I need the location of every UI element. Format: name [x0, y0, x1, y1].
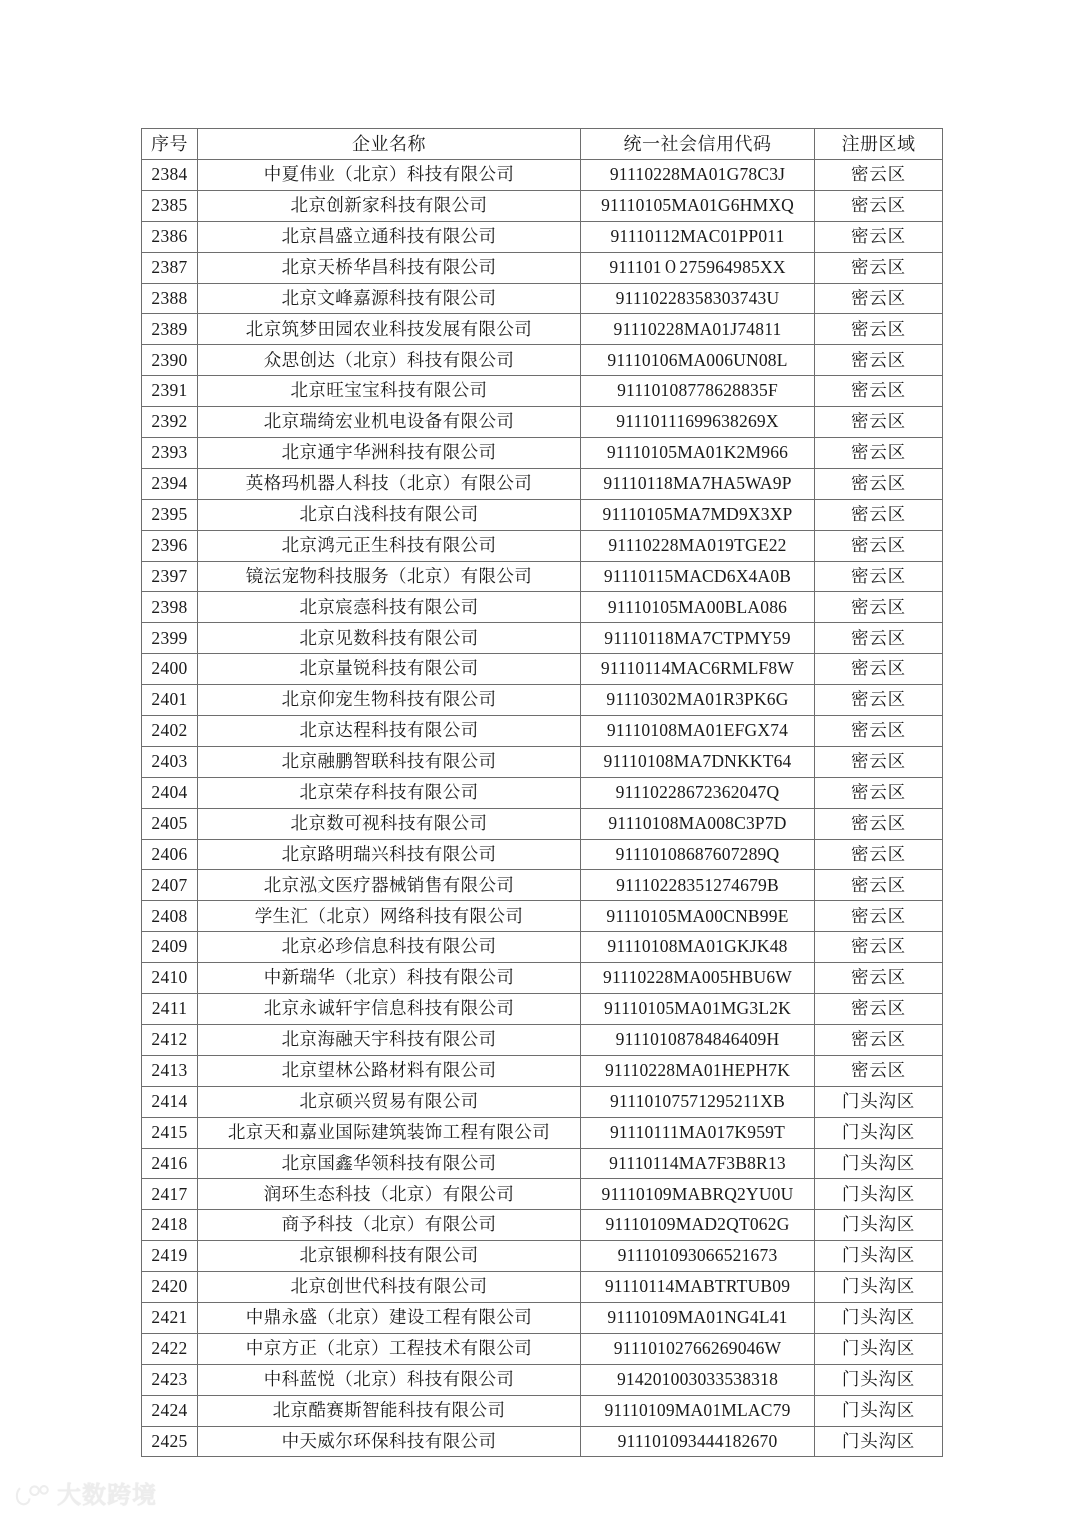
cell-index: 2398	[142, 592, 198, 623]
cell-index: 2405	[142, 808, 198, 839]
cell-index: 2425	[142, 1426, 198, 1457]
cell-enterprise-name: 众思创达（北京）科技有限公司	[198, 345, 581, 376]
cell-enterprise-name: 北京通宇华洲科技有限公司	[198, 438, 581, 469]
cell-district: 密云区	[815, 468, 943, 499]
table-row	[142, 1426, 943, 1457]
cell-credit-code: 91110109MA01NG4L41	[581, 1302, 815, 1333]
cell-enterprise-name: 北京路明瑞兴科技有限公司	[198, 839, 581, 870]
cell-district: 密云区	[815, 746, 943, 777]
cell-credit-code: 91110228351274679B	[581, 870, 815, 901]
table-row	[142, 190, 943, 221]
cell-index: 2411	[142, 994, 198, 1025]
cell-district: 门头沟区	[815, 1148, 943, 1179]
cell-credit-code: 91110105MA00BLA086	[581, 592, 815, 623]
cell-district: 密云区	[815, 932, 943, 963]
cell-enterprise-name: 北京天桥华昌科技有限公司	[198, 252, 581, 283]
table-row	[142, 1117, 943, 1148]
cell-credit-code: 91110105MA7MD9X3XP	[581, 499, 815, 530]
table-row	[142, 160, 943, 191]
cell-credit-code: 91110228MA01HEPH7K	[581, 1055, 815, 1086]
cell-credit-code: 914201003033538318	[581, 1364, 815, 1395]
cell-credit-code: 91110228358303743U	[581, 283, 815, 314]
table-row	[142, 221, 943, 252]
cell-district: 密云区	[815, 252, 943, 283]
table-row	[142, 1364, 943, 1395]
cell-index: 2408	[142, 901, 198, 932]
cell-district: 门头沟区	[815, 1426, 943, 1457]
cell-credit-code: 91110228MA019TGE22	[581, 530, 815, 561]
cell-enterprise-name: 北京数可视科技有限公司	[198, 808, 581, 839]
table-row	[142, 932, 943, 963]
cell-credit-code: 91110108687607289Q	[581, 839, 815, 870]
cell-enterprise-name: 商予科技（北京）有限公司	[198, 1210, 581, 1241]
column-header-index: 序号	[142, 129, 198, 160]
cell-index: 2385	[142, 190, 198, 221]
cell-credit-code: 91110112MAC01PP011	[581, 221, 815, 252]
cell-enterprise-name: 北京宸悫科技有限公司	[198, 592, 581, 623]
cell-district: 密云区	[815, 654, 943, 685]
cell-index: 2384	[142, 160, 198, 191]
cell-enterprise-name: 中鼎永盛（北京）建设工程有限公司	[198, 1302, 581, 1333]
table-row	[142, 407, 943, 438]
table-row	[142, 777, 943, 808]
cell-enterprise-name: 北京创新家科技有限公司	[198, 190, 581, 221]
cell-enterprise-name: 北京酷赛斯智能科技有限公司	[198, 1395, 581, 1426]
cell-enterprise-name: 北京泓文医疗器械销售有限公司	[198, 870, 581, 901]
table-row	[142, 1302, 943, 1333]
table-row	[142, 438, 943, 469]
cell-credit-code: 91110109MA01MLAC79	[581, 1395, 815, 1426]
table-row	[142, 376, 943, 407]
cell-enterprise-name: 北京量锐科技有限公司	[198, 654, 581, 685]
cell-district: 密云区	[815, 561, 943, 592]
table-row	[142, 1272, 943, 1303]
cell-enterprise-name: 北京瑞绮宏业机电设备有限公司	[198, 407, 581, 438]
cell-index: 2407	[142, 870, 198, 901]
cell-district: 密云区	[815, 530, 943, 561]
cell-index: 2415	[142, 1117, 198, 1148]
cell-credit-code: 91110228MA005HBU6W	[581, 963, 815, 994]
watermark-text: 大数跨境	[57, 1481, 157, 1509]
cell-index: 2400	[142, 654, 198, 685]
cell-district: 密云区	[815, 345, 943, 376]
table-row	[142, 963, 943, 994]
cell-index: 2389	[142, 314, 198, 345]
cell-enterprise-name: 北京硕兴贸易有限公司	[198, 1086, 581, 1117]
cell-district: 门头沟区	[815, 1086, 943, 1117]
cell-enterprise-name: 北京见数科技有限公司	[198, 623, 581, 654]
cell-enterprise-name: 北京达程科技有限公司	[198, 716, 581, 747]
table-row	[142, 1179, 943, 1210]
table-row	[142, 283, 943, 314]
cell-credit-code: 91110111699638269X	[581, 407, 815, 438]
cell-district: 密云区	[815, 839, 943, 870]
table-row	[142, 1333, 943, 1364]
cell-district: 门头沟区	[815, 1179, 943, 1210]
cell-enterprise-name: 北京鸿元正生科技有限公司	[198, 530, 581, 561]
cell-enterprise-name: 北京白浅科技有限公司	[198, 499, 581, 530]
cell-district: 门头沟区	[815, 1272, 943, 1303]
table-body	[142, 160, 943, 1457]
cell-district: 门头沟区	[815, 1210, 943, 1241]
cell-index: 2399	[142, 623, 198, 654]
cell-credit-code: 91110108MA01EFGX74	[581, 716, 815, 747]
cell-district: 密云区	[815, 1024, 943, 1055]
table-header	[142, 129, 943, 160]
cell-district: 密云区	[815, 716, 943, 747]
table-row	[142, 808, 943, 839]
cell-enterprise-name: 北京必珍信息科技有限公司	[198, 932, 581, 963]
table-row	[142, 1148, 943, 1179]
cell-index: 2391	[142, 376, 198, 407]
cell-credit-code: 91110228MA01G78C3J	[581, 160, 815, 191]
cell-index: 2410	[142, 963, 198, 994]
cell-enterprise-name: 英格玛机器人科技（北京）有限公司	[198, 468, 581, 499]
table-row	[142, 592, 943, 623]
enterprise-registry-table-container	[141, 128, 942, 1457]
cell-district: 门头沟区	[815, 1333, 943, 1364]
cell-index: 2422	[142, 1333, 198, 1364]
table-row	[142, 623, 943, 654]
cell-index: 2414	[142, 1086, 198, 1117]
cell-credit-code: 91110108MA7DNKKT64	[581, 746, 815, 777]
cell-credit-code: 91110109MABRQ2YU0U	[581, 1179, 815, 1210]
cell-district: 门头沟区	[815, 1117, 943, 1148]
watermark	[14, 1482, 157, 1508]
cell-index: 2402	[142, 716, 198, 747]
cell-index: 2390	[142, 345, 198, 376]
cell-district: 密云区	[815, 777, 943, 808]
cell-district: 密云区	[815, 963, 943, 994]
table-header-row	[142, 129, 943, 160]
cell-index: 2424	[142, 1395, 198, 1426]
cell-enterprise-name: 北京荣存科技有限公司	[198, 777, 581, 808]
table-row	[142, 1024, 943, 1055]
cell-district: 密云区	[815, 438, 943, 469]
cell-credit-code: 91110114MA7F3B8R13	[581, 1148, 815, 1179]
column-header-enterprise-name: 企业名称	[198, 129, 581, 160]
cell-credit-code: 91110105MA01MG3L2K	[581, 994, 815, 1025]
table-row	[142, 314, 943, 345]
cell-index: 2423	[142, 1364, 198, 1395]
cell-enterprise-name: 北京创世代科技有限公司	[198, 1272, 581, 1303]
cell-enterprise-name: 北京昌盛立通科技有限公司	[198, 221, 581, 252]
cell-index: 2421	[142, 1302, 198, 1333]
cell-enterprise-name: 北京仰宠生物科技有限公司	[198, 685, 581, 716]
cell-index: 2404	[142, 777, 198, 808]
cell-enterprise-name: 北京海融天宇科技有限公司	[198, 1024, 581, 1055]
cell-enterprise-name: 中夏伟业（北京）科技有限公司	[198, 160, 581, 191]
cell-index: 2401	[142, 685, 198, 716]
table-row	[142, 1241, 943, 1272]
cell-index: 2397	[142, 561, 198, 592]
table-row	[142, 1210, 943, 1241]
cell-district: 密云区	[815, 407, 943, 438]
table-row	[142, 499, 943, 530]
cell-credit-code: 91110109MAD2QT062G	[581, 1210, 815, 1241]
cell-district: 门头沟区	[815, 1395, 943, 1426]
cell-index: 2416	[142, 1148, 198, 1179]
cell-index: 2388	[142, 283, 198, 314]
cell-enterprise-name: 润环生态科技（北京）有限公司	[198, 1179, 581, 1210]
cell-district: 密云区	[815, 685, 943, 716]
table-row	[142, 716, 943, 747]
cell-district: 密云区	[815, 994, 943, 1025]
cell-district: 密云区	[815, 1055, 943, 1086]
cell-district: 密云区	[815, 623, 943, 654]
cell-credit-code: 91110107571295211XB	[581, 1086, 815, 1117]
cell-index: 2418	[142, 1210, 198, 1241]
cell-district: 密云区	[815, 221, 943, 252]
cell-credit-code: 91110108MA01GKJK48	[581, 932, 815, 963]
cell-credit-code: 91110111MA017K959T	[581, 1117, 815, 1148]
cell-enterprise-name: 北京天和嘉业国际建筑装饰工程有限公司	[198, 1117, 581, 1148]
cell-district: 密云区	[815, 870, 943, 901]
cell-credit-code: 91110105MA01K2M966	[581, 438, 815, 469]
cell-credit-code: 91110228MA01J74811	[581, 314, 815, 345]
cell-credit-code: 91110114MABTRTUB09	[581, 1272, 815, 1303]
cell-credit-code: 911101093444182670	[581, 1426, 815, 1457]
cell-enterprise-name: 中科蓝悦（北京）科技有限公司	[198, 1364, 581, 1395]
cell-district: 门头沟区	[815, 1364, 943, 1395]
cell-index: 2419	[142, 1241, 198, 1272]
cell-district: 门头沟区	[815, 1241, 943, 1272]
table-row	[142, 561, 943, 592]
table-row	[142, 654, 943, 685]
cell-district: 密云区	[815, 376, 943, 407]
cell-enterprise-name: 北京文峰嘉源科技有限公司	[198, 283, 581, 314]
cell-credit-code: 91110108MA008C3P7D	[581, 808, 815, 839]
cell-district: 密云区	[815, 592, 943, 623]
cell-enterprise-name: 镜沄宠物科技服务（北京）有限公司	[198, 561, 581, 592]
cell-enterprise-name: 中天威尔环保科技有限公司	[198, 1426, 581, 1457]
cell-credit-code: 91110102766269046W	[581, 1333, 815, 1364]
cell-district: 密云区	[815, 499, 943, 530]
cell-credit-code: 911101０275964985XX	[581, 252, 815, 283]
table-row	[142, 870, 943, 901]
table-row	[142, 746, 943, 777]
cell-index: 2387	[142, 252, 198, 283]
cell-district: 密云区	[815, 808, 943, 839]
cell-credit-code: 91110118MA7CTPMY59	[581, 623, 815, 654]
cell-index: 2412	[142, 1024, 198, 1055]
column-header-credit-code: 统一社会信用代码	[581, 129, 815, 160]
table-row	[142, 252, 943, 283]
cell-enterprise-name: 北京永诚轩宇信息科技有限公司	[198, 994, 581, 1025]
cell-index: 2396	[142, 530, 198, 561]
cell-index: 2395	[142, 499, 198, 530]
cell-enterprise-name: 北京筑梦田园农业科技发展有限公司	[198, 314, 581, 345]
table-row	[142, 685, 943, 716]
cell-enterprise-name: 北京旺宝宝科技有限公司	[198, 376, 581, 407]
cell-credit-code: 911101093066521673	[581, 1241, 815, 1272]
cell-index: 2393	[142, 438, 198, 469]
cell-credit-code: 91110228672362047Q	[581, 777, 815, 808]
cell-index: 2420	[142, 1272, 198, 1303]
table-row	[142, 1086, 943, 1117]
cell-district: 密云区	[815, 901, 943, 932]
cell-index: 2406	[142, 839, 198, 870]
cell-district: 密云区	[815, 190, 943, 221]
table-row	[142, 530, 943, 561]
cell-enterprise-name: 中新瑞华（北京）科技有限公司	[198, 963, 581, 994]
cell-enterprise-name: 中京方正（北京）工程技术有限公司	[198, 1333, 581, 1364]
table-row	[142, 1055, 943, 1086]
table-row	[142, 1395, 943, 1426]
cell-credit-code: 91110108778628835F	[581, 376, 815, 407]
cell-district: 密云区	[815, 314, 943, 345]
cell-credit-code: 91110302MA01R3PK6G	[581, 685, 815, 716]
table-row	[142, 994, 943, 1025]
cell-index: 2403	[142, 746, 198, 777]
cell-index: 2417	[142, 1179, 198, 1210]
cell-index: 2409	[142, 932, 198, 963]
table-row	[142, 468, 943, 499]
cell-credit-code: 91110105MA01G6HMXQ	[581, 190, 815, 221]
column-header-district: 注册区域	[815, 129, 943, 160]
cell-index: 2413	[142, 1055, 198, 1086]
cell-credit-code: 91110115MACD6X4A0B	[581, 561, 815, 592]
cell-district: 密云区	[815, 283, 943, 314]
cell-credit-code: 91110106MA006UN08L	[581, 345, 815, 376]
table-row	[142, 345, 943, 376]
cell-enterprise-name: 北京国鑫华领科技有限公司	[198, 1148, 581, 1179]
cell-index: 2392	[142, 407, 198, 438]
cell-enterprise-name: 北京融鹏智联科技有限公司	[198, 746, 581, 777]
cell-credit-code: 91110118MA7HA5WA9P	[581, 468, 815, 499]
cell-index: 2394	[142, 468, 198, 499]
dashu-kuajing-logo-icon	[14, 1482, 50, 1508]
cell-district: 密云区	[815, 160, 943, 191]
table-row	[142, 901, 943, 932]
cell-index: 2386	[142, 221, 198, 252]
enterprise-registry-table	[141, 128, 943, 1457]
table-row	[142, 839, 943, 870]
cell-enterprise-name: 北京银柳科技有限公司	[198, 1241, 581, 1272]
cell-credit-code: 91110105MA00CNB99E	[581, 901, 815, 932]
cell-enterprise-name: 北京望林公路材料有限公司	[198, 1055, 581, 1086]
cell-district: 门头沟区	[815, 1302, 943, 1333]
cell-enterprise-name: 学生汇（北京）网络科技有限公司	[198, 901, 581, 932]
cell-credit-code: 91110108784846409H	[581, 1024, 815, 1055]
cell-credit-code: 91110114MAC6RMLF8W	[581, 654, 815, 685]
